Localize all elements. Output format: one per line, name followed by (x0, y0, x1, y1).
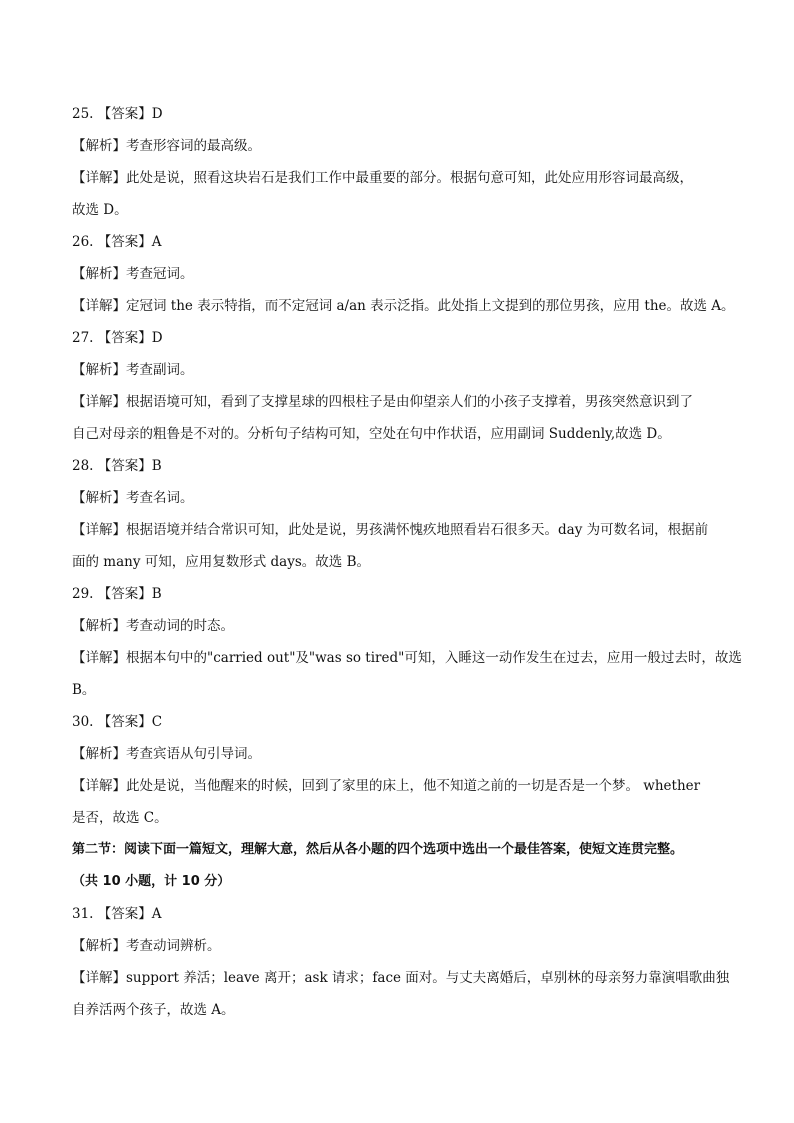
answer-item-26 (72, 226, 735, 322)
answer-line: 31. 【答案】A (72, 906, 162, 922)
detail-line: 【详解】support 养活；leave 离开；ask 请求；face 面对。与丈夫离婚后，卓别林的母亲努力靠演唱歌曲独 (72, 970, 730, 986)
detail-line-continued: 自养活两个孩子，故选 A。 (72, 1002, 235, 1018)
detail-line-continued: B。 (72, 682, 96, 698)
answer-line: 25. 【答案】D (72, 106, 163, 122)
section-heading (72, 834, 732, 898)
detail-line-continued: 自己对母亲的粗鲁是不对的。分析句子结构可知，空处在句中作状语，应用副词 Suddenly,故选 D。 (72, 426, 671, 442)
answer-item-28 (72, 450, 732, 578)
analysis-line: 【解析】考查名词。 (72, 490, 194, 506)
analysis-line: 【解析】考查宾语从句引导词。 (72, 746, 261, 762)
answer-line: 26. 【答案】A (72, 234, 162, 250)
document-page (72, 98, 742, 1026)
answer-line: 30. 【答案】C (72, 714, 163, 730)
analysis-line: 【解析】考查动词辨析。 (72, 938, 221, 954)
answer-item-31 (72, 898, 732, 1026)
analysis-line: 【解析】考查副词。 (72, 362, 194, 378)
answer-item-27 (72, 322, 732, 450)
detail-line: 【详解】根据语境可知，看到了支撑星球的四根柱子是由仰望亲人们的小孩子支撑着，男孩突然意识到了 (72, 394, 693, 410)
section-heading-line-1: 第二节：阅读下面一篇短文，理解大意，然后从各小题的四个选项中选出一个最佳答案，使短文连贯完整。 (72, 842, 684, 857)
answer-item-25 (72, 98, 732, 226)
analysis-line: 【解析】考查动词的时态。 (72, 618, 234, 634)
detail-line: 【详解】此处是说，照看这块岩石是我们工作中最重要的部分。根据句意可知，此处应用形容词最高级， (72, 170, 693, 186)
analysis-line: 【解析】考查冠词。 (72, 266, 194, 282)
answer-item-30 (72, 706, 732, 834)
detail-line: 【详解】定冠词 the 表示特指，而不定冠词 a/an 表示泛指。此处指上文提到的那位男孩，应用 the。故选 A。 (72, 298, 735, 314)
detail-line: 【详解】此处是说，当他醒来的时候，回到了家里的床上，他不知道之前的一切是否是一个梦。 whether (72, 778, 701, 794)
detail-line-continued: 是否，故选 C。 (72, 810, 168, 826)
detail-line: 【详解】根据本句中的"carried out"及"was so tired"可知，入睡这一动作发生在过去，应用一般过去时，故选 (72, 650, 742, 666)
answer-line: 28. 【答案】B (72, 458, 162, 474)
answer-line: 27. 【答案】D (72, 330, 163, 346)
detail-line-continued: 故选 D。 (72, 202, 128, 218)
section-heading-line-2: （共 10 小题，计 10 分） (72, 874, 231, 889)
answer-line: 29. 【答案】B (72, 586, 162, 602)
answer-item-29 (72, 578, 742, 706)
analysis-line: 【解析】考查形容词的最高级。 (72, 138, 261, 154)
detail-line-continued: 面的 many 可知，应用复数形式 days。故选 B。 (72, 554, 371, 570)
detail-line: 【详解】根据语境并结合常识可知，此处是说，男孩满怀愧疚地照看岩石很多天。day 为可数名词，根据前 (72, 522, 709, 538)
